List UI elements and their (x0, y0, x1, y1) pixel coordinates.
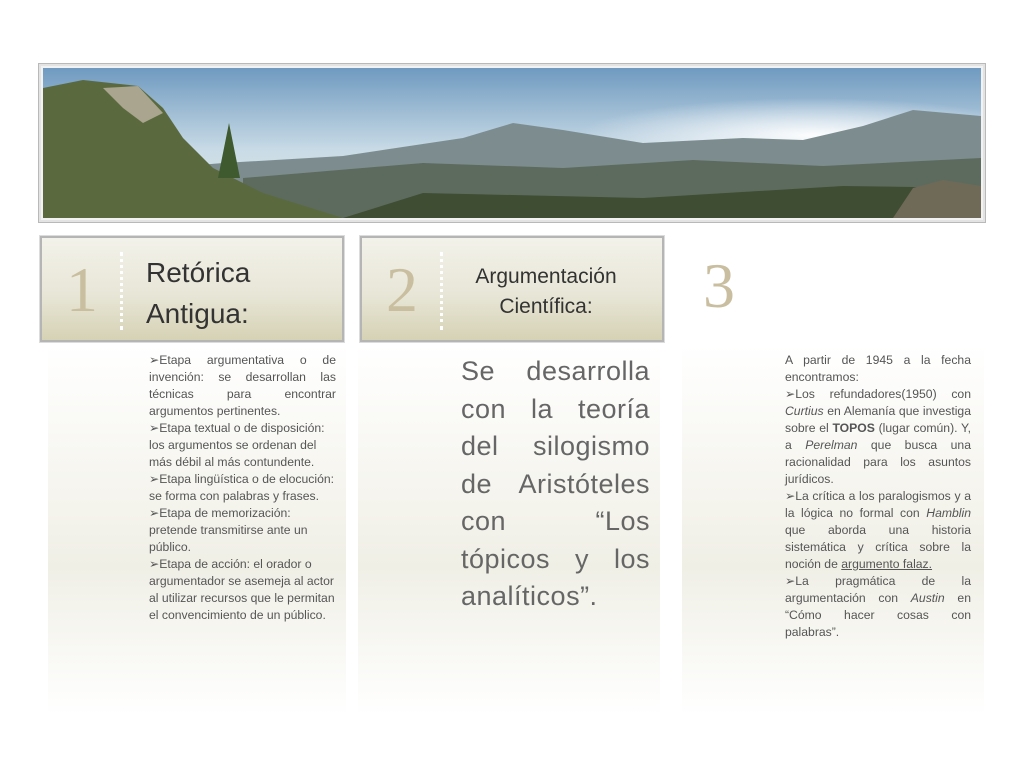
column-1-title-line2: Antigua: (146, 298, 249, 329)
list-item: ➢La pragmática de la argumentación con Austin en “Cómo hacer cosas con palabras”. (785, 574, 971, 639)
column-2-title-line2: Científica: (499, 295, 593, 318)
list-item: ➢Etapa argumentativa o de invención: se desarrollan las técnicas para encontrar argumentos pertinentes. (149, 353, 336, 418)
header-box-1 (40, 236, 344, 342)
step-number-2: 2 (386, 254, 418, 325)
header-box-2 (360, 236, 664, 342)
landscape-banner (38, 63, 986, 223)
list-item: ➢Etapa lingüística o de elocución: se forma con palabras y frases. (149, 472, 335, 503)
list-item: ➢Los refundadores(1950) con Curtius en Alemanía que investiga sobre el TOPOS (lugar común). Y, a Perelman que busca una racionalidad para los asuntos jurídicos. (785, 387, 971, 486)
column-3-text (785, 352, 971, 641)
step-number-3: 3 (703, 250, 735, 321)
list-item: ➢Etapa de memorización: pretende transmitirse ante un público. (149, 506, 308, 554)
list-item: ➢Etapa de acción: el orador o argumentador se asemeja al actor al utilizar recursos que le permitan el convencimiento de un público. (149, 557, 335, 622)
column-2-title (458, 262, 634, 322)
column-1-title-line1: Retórica (146, 257, 251, 288)
column-1-title (146, 252, 250, 334)
argumento-falaz-link[interactable]: argumento falaz. (841, 557, 933, 571)
dotted-divider (440, 252, 443, 330)
column-2-text: Se desarrolla con la teoría del silogismo de Aristóteles con “Los tópicos y los analíticos”. (461, 356, 650, 611)
dotted-divider (120, 252, 123, 330)
intro-text: A partir de 1945 a la fecha encontramos: (785, 353, 971, 384)
column-2-title-line1: Argumentación (475, 265, 617, 288)
column-1-text (149, 352, 336, 624)
list-item: ➢Etapa textual o de disposición: los argumentos se ordenan del más débil al más contundente. (149, 421, 325, 469)
step-number-1: 1 (66, 254, 98, 325)
landscape-image (43, 68, 981, 218)
list-item: ➢La crítica a los paralogismos y a la lógica no formal con Hamblin que aborda una historia sistemática y crítica sobre la noción de argumento falaz. (785, 489, 971, 571)
